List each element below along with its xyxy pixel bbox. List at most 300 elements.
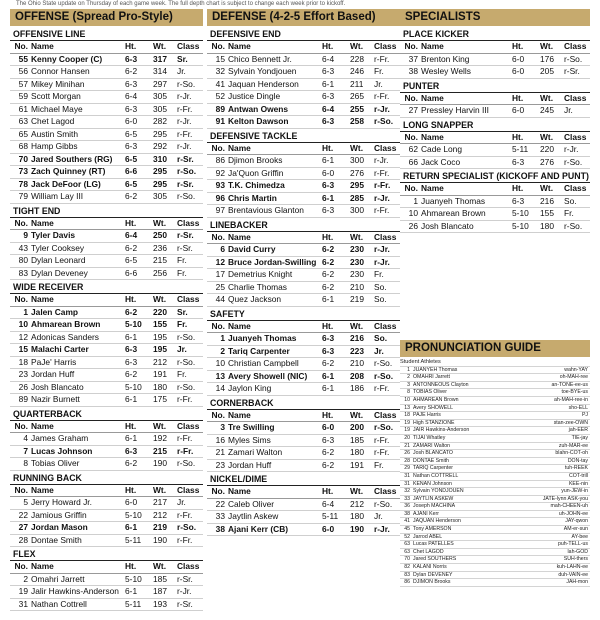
col-ht-label: Ht.: [322, 320, 334, 331]
col-name-label: Name: [31, 217, 54, 228]
pron-phonetic: ah-MAH-ree-in: [553, 396, 588, 403]
player-name: Avery Showell (NIC): [228, 370, 308, 381]
pron-number: 82: [404, 564, 410, 571]
player-height: 6-2: [322, 447, 335, 457]
offense-column: [10, 9, 203, 613]
player-name: Jared Southers (RG): [31, 153, 113, 164]
col-class-label: Class: [374, 409, 397, 420]
pronunciation-row: [400, 420, 590, 428]
player-name: Ajani Kerr (CB): [228, 523, 289, 534]
player-height: 6-3: [322, 91, 335, 101]
player-weight: 212: [153, 509, 167, 520]
section-offense-5: [10, 549, 203, 611]
player-weight: 219: [350, 294, 364, 304]
section-specialists-1: [400, 81, 590, 118]
player-height: 5-11: [125, 534, 142, 545]
player-height: 6-2: [322, 269, 335, 279]
col-name-label: Name: [228, 142, 251, 153]
player-class: r-Sr.: [177, 153, 194, 164]
player-class: r-Sr.: [177, 598, 193, 609]
pron-number: 31: [404, 480, 410, 487]
player-weight: 219: [153, 522, 167, 532]
player-class: r-Fr.: [177, 509, 193, 520]
player-number: 2: [220, 345, 225, 356]
player-number: 1: [413, 195, 418, 206]
player-row: [207, 294, 400, 307]
pronunciation-row: [400, 541, 590, 549]
player-height: 6-3: [322, 205, 335, 215]
pron-phonetic: COT-trill: [568, 472, 588, 479]
col-name-label: Name: [421, 92, 444, 103]
player-number: 23: [215, 459, 225, 470]
player-class: r-Jr.: [374, 256, 390, 267]
col-ht-label: Ht.: [512, 131, 524, 142]
pron-number: 19: [404, 427, 410, 434]
pron-name: JAYTLIN ASKEW: [413, 495, 454, 502]
player-class: Fr.: [564, 208, 574, 218]
player-number: 12: [215, 256, 225, 267]
player-number: 14: [215, 383, 225, 393]
pronunciation-row: [400, 503, 590, 511]
player-number: 19: [18, 586, 28, 596]
player-class: r-Fr.: [177, 394, 193, 404]
col-ht-label: Ht.: [322, 409, 334, 420]
player-number: 18: [18, 356, 28, 367]
player-row: [10, 332, 203, 345]
pron-phonetic: blahn-COT-oh: [555, 450, 588, 457]
player-name: Jerry Howard Jr.: [31, 497, 92, 507]
pronunciation-row: [400, 374, 590, 382]
player-height: 5-10: [125, 319, 142, 329]
section-title: DEFENSIVE TACKLE: [207, 131, 400, 143]
col-class-label: Class: [177, 561, 200, 571]
player-name: Bruce Jordan-Swilling: [228, 256, 317, 267]
player-name: James Graham: [31, 433, 89, 443]
player-name: Hamp Gibbs: [31, 141, 78, 151]
col-wt-label: Wt.: [153, 561, 167, 571]
col-ht-label: Ht.: [125, 420, 137, 431]
pron-name: High STANZIONE: [413, 419, 455, 426]
player-class: r-So.: [564, 220, 583, 231]
player-name: Chico Bennett Jr.: [228, 53, 292, 64]
player-row: [10, 129, 203, 142]
player-number: 12: [18, 331, 28, 342]
player-row: [10, 166, 203, 179]
player-height: 6-0: [125, 497, 138, 507]
player-row: [207, 499, 400, 512]
player-class: r-Fr.: [177, 128, 193, 139]
player-class: Jr.: [374, 511, 383, 521]
player-number: 28: [18, 534, 28, 545]
player-name: Ja'Quon Griffin: [228, 167, 284, 178]
player-height: 6-1: [125, 331, 138, 342]
player-name: Nazir Burnett: [31, 394, 80, 404]
player-class: Fr.: [374, 269, 384, 279]
section-title: NICKEL/DIME: [207, 474, 400, 486]
player-height: 6-1: [125, 522, 138, 532]
col-class-label: Class: [374, 320, 397, 331]
player-height: 6-2: [125, 242, 138, 253]
pron-phonetic: oh-MAH-ree: [559, 374, 588, 381]
col-name-label: Name: [228, 41, 251, 51]
player-class: r-Jr.: [374, 244, 390, 254]
player-row: [207, 524, 400, 537]
col-no-label: No.: [14, 561, 28, 571]
player-class: r-Jr.: [374, 103, 390, 114]
section-offense-0: [10, 29, 203, 204]
player-class: r-Fr.: [177, 433, 193, 443]
player-class: r-So.: [374, 370, 394, 381]
player-row: [207, 91, 400, 104]
player-row: [10, 230, 203, 243]
col-class-label: Class: [374, 142, 397, 153]
player-number: 2: [23, 573, 28, 584]
player-class: r-Jr.: [177, 91, 192, 101]
player-height: 6-2: [125, 66, 138, 76]
section-title: SAFETY: [207, 309, 400, 321]
player-height: 6-2: [322, 281, 335, 292]
player-class: r-Jr.: [374, 155, 389, 165]
player-name: Jaylon King: [228, 383, 272, 393]
pronunciation-row: [400, 572, 590, 580]
player-number: 55: [18, 53, 28, 64]
player-weight: 305: [153, 191, 167, 201]
player-weight: 192: [153, 433, 167, 443]
pron-phonetic: AY-bee: [571, 533, 588, 540]
player-number: 89: [18, 394, 28, 404]
player-weight: 215: [153, 445, 167, 456]
col-ht-label: Ht.: [125, 294, 137, 304]
player-row: [207, 346, 400, 359]
pron-number: 20: [404, 434, 410, 441]
player-class: r-So.: [177, 522, 197, 532]
player-row: [10, 382, 203, 395]
player-class: r-Fr.: [374, 383, 390, 393]
player-class: r-So.: [177, 331, 196, 342]
player-row: [10, 91, 203, 104]
player-weight: 317: [153, 53, 167, 64]
player-row: [10, 154, 203, 167]
col-ht-label: Ht.: [512, 183, 524, 193]
section-specialists-3: [400, 171, 590, 233]
col-class-label: Class: [177, 484, 200, 495]
player-weight: 256: [153, 267, 167, 278]
col-name-label: Name: [421, 41, 444, 51]
col-class-label: Class: [177, 41, 200, 51]
col-name-label: Name: [31, 561, 54, 571]
player-number: 80: [18, 255, 28, 265]
player-height: 6-1: [322, 370, 335, 381]
col-wt-label: Wt.: [540, 131, 554, 142]
pron-name: Jarrod ABEL: [413, 533, 443, 540]
col-name-label: Name: [228, 486, 251, 496]
player-height: 6-3: [322, 333, 335, 343]
col-wt-label: Wt.: [540, 92, 554, 103]
col-wt-label: Wt.: [350, 41, 364, 51]
player-class: Sr.: [177, 53, 188, 64]
col-wt-label: Wt.: [153, 294, 167, 304]
pron-number: 38: [404, 510, 410, 517]
player-height: 6-1: [322, 294, 335, 304]
player-class: Jr.: [177, 497, 186, 507]
player-number: 83: [18, 267, 28, 278]
pronunciation-row: [400, 481, 590, 489]
player-class: r-Jr.: [177, 141, 192, 151]
player-number: 1: [220, 333, 225, 343]
player-number: 79: [18, 191, 28, 201]
col-wt-label: Wt.: [153, 217, 167, 228]
player-row: [400, 105, 590, 118]
player-class: So.: [374, 294, 387, 304]
pron-number: 70: [404, 556, 410, 563]
player-height: 5-11: [322, 511, 339, 521]
player-height: 6-0: [125, 116, 138, 126]
player-weight: 276: [350, 167, 364, 178]
player-weight: 300: [350, 155, 364, 165]
player-class: Fr.: [374, 459, 384, 470]
section-title: PLACE KICKER: [400, 29, 590, 41]
pron-name: Lucas PATELLES: [413, 541, 454, 548]
pron-name: Nathan COTTRELL: [413, 472, 459, 479]
pronunciation-row: [400, 443, 590, 451]
player-row: [207, 155, 400, 168]
col-name-label: Name: [31, 484, 54, 495]
player-row: [207, 79, 400, 92]
pronunciation-row: [400, 465, 590, 473]
player-class: r-Sr.: [177, 242, 193, 253]
pronunciation-row: [400, 412, 590, 420]
player-weight: 305: [153, 103, 167, 114]
pron-phonetic: stan-zee-OWN: [553, 419, 588, 426]
pron-name: Tony AMERSON: [413, 526, 452, 533]
player-name: Pressley Harvin III: [421, 105, 489, 115]
player-name: William Lay III: [31, 191, 84, 201]
player-class: r-Fr.: [374, 53, 390, 64]
player-weight: 195: [153, 344, 167, 354]
player-class: r-Jr.: [374, 523, 390, 534]
player-row: [10, 179, 203, 192]
pron-number: 52: [404, 533, 410, 540]
player-row: [207, 358, 400, 371]
player-row: [207, 422, 400, 435]
section-title: WIDE RECEIVER: [10, 282, 203, 294]
player-name: Tyler Davis: [31, 230, 76, 240]
player-row: [207, 116, 400, 129]
player-name: Jaquan Henderson: [228, 78, 299, 89]
column-header-row: [400, 132, 590, 145]
player-number: 16: [215, 434, 225, 445]
pron-phonetic: yun-JEW-in: [561, 488, 588, 495]
player-height: 6-3: [322, 66, 335, 76]
player-height: 6-3: [322, 180, 335, 190]
player-row: [10, 54, 203, 67]
player-height: 6-1: [322, 192, 335, 203]
pron-number: 32: [404, 488, 410, 495]
col-ht-label: Ht.: [512, 92, 524, 103]
player-name: Caleb Oliver: [228, 498, 275, 509]
player-height: 6-6: [125, 166, 138, 176]
col-name-label: Name: [421, 183, 444, 193]
player-class: r-So.: [374, 116, 394, 126]
player-number: 4: [23, 433, 28, 443]
col-no-label: No.: [14, 420, 28, 431]
player-class: Jr.: [177, 66, 186, 76]
col-class-label: Class: [374, 486, 397, 496]
col-ht-label: Ht.: [125, 217, 137, 228]
column-header-row: [10, 485, 203, 498]
player-height: 6-2: [125, 306, 138, 317]
player-number: 86: [215, 155, 225, 165]
col-name-label: Name: [31, 41, 54, 51]
col-class-label: Class: [177, 420, 200, 431]
pronunciation-row: [400, 556, 590, 564]
player-height: 6-2: [322, 358, 335, 368]
col-no-label: No.: [14, 294, 28, 304]
player-weight: 186: [350, 383, 364, 393]
player-name: Connor Hansen: [31, 66, 90, 76]
column-header-row: [400, 41, 590, 54]
pron-name: ZAMARI Walton: [413, 442, 450, 449]
column-header-row: [400, 93, 590, 106]
player-height: 6-2: [125, 369, 138, 379]
section-defense-4: [207, 398, 400, 473]
pron-name: Avery SHOWELL: [413, 404, 453, 411]
player-name: Jack Coco: [421, 156, 461, 167]
player-name: Malachi Carter: [31, 344, 89, 354]
col-no-label: No.: [211, 41, 225, 51]
player-class: r-So.: [177, 356, 196, 367]
player-class: r-So.: [177, 191, 196, 201]
player-class: Jr.: [374, 345, 384, 356]
pron-name: Chet LAGOD: [413, 548, 444, 555]
player-height: 6-1: [322, 155, 335, 165]
player-row: [400, 157, 590, 170]
player-name: Austin Smith: [31, 128, 79, 139]
player-number: 32: [215, 66, 225, 76]
player-weight: 176: [540, 53, 554, 64]
player-number: 96: [215, 192, 225, 203]
pron-number: 2: [407, 374, 410, 381]
player-class: r-Jr.: [177, 586, 192, 596]
player-name: Jalen Camp: [31, 306, 79, 317]
col-no-label: No.: [404, 183, 418, 193]
player-name: Kelton Dawson: [228, 116, 289, 126]
player-number: 3: [220, 422, 225, 432]
player-name: Michael Maye: [31, 103, 83, 114]
pron-phonetic: JAH-mon: [566, 579, 588, 586]
col-name-label: Name: [228, 320, 251, 331]
section-offense-2: [10, 282, 203, 407]
player-class: r-Fr.: [374, 447, 390, 457]
pronunciation-row: [400, 405, 590, 413]
pron-number: 10: [404, 396, 410, 403]
pron-name: JAQUAN Henderson: [413, 518, 461, 525]
section-title: LONG SNAPPER: [400, 120, 590, 132]
player-weight: 220: [153, 306, 167, 317]
player-number: 27: [408, 105, 418, 115]
pron-number: 45: [404, 526, 410, 533]
player-weight: 187: [153, 586, 167, 596]
section-title: RUNNING BACK: [10, 473, 203, 485]
col-wt-label: Wt.: [350, 409, 364, 420]
player-name: Adonicas Sanders: [31, 331, 99, 342]
player-row: [10, 394, 203, 407]
pron-number: 8: [407, 389, 410, 396]
player-weight: 236: [153, 242, 167, 253]
player-name: Jordan Huff: [228, 459, 272, 470]
player-number: 17: [215, 269, 225, 279]
player-name: Juanyeh Thomas: [228, 333, 297, 343]
column-header-row: [207, 410, 400, 423]
player-height: 6-5: [125, 153, 138, 164]
player-weight: 314: [153, 66, 167, 76]
pron-number: 26: [404, 450, 410, 457]
player-number: 27: [18, 522, 28, 532]
pronunciation-row: [400, 382, 590, 390]
player-height: 5-10: [125, 509, 142, 520]
player-height: 5-10: [512, 208, 529, 218]
col-wt-label: Wt.: [350, 142, 364, 153]
player-class: Fr.: [177, 267, 187, 278]
player-weight: 282: [153, 116, 167, 126]
player-weight: 305: [153, 91, 167, 101]
player-weight: 220: [540, 144, 554, 154]
player-row: [10, 446, 203, 459]
player-row: [10, 66, 203, 79]
player-number: 56: [18, 66, 28, 76]
player-row: [207, 511, 400, 524]
player-row: [10, 535, 203, 548]
player-weight: 297: [153, 78, 167, 89]
player-name: Demetrius Knight: [228, 269, 293, 279]
player-height: 6-2: [322, 459, 335, 470]
player-class: Jr.: [177, 344, 187, 354]
section-title: LINEBACKER: [207, 220, 400, 232]
player-name: Kenny Cooper (C): [31, 53, 103, 64]
player-weight: 193: [153, 598, 167, 609]
pron-name: ANTONNEOUS Clayton: [413, 381, 469, 388]
player-number: 23: [18, 369, 28, 379]
player-weight: 230: [350, 269, 364, 279]
pron-phonetic: uh-JOHN-ee: [558, 510, 588, 517]
player-number: 52: [215, 91, 225, 101]
player-class: r-Jr.: [564, 144, 579, 154]
player-row: [207, 269, 400, 282]
player-name: Mikey Minihan: [31, 78, 85, 89]
player-weight: 155: [540, 208, 554, 218]
col-wt-label: Wt.: [350, 231, 364, 242]
pronunciation-row: [400, 518, 590, 526]
player-name: Jordan Huff: [31, 369, 75, 379]
pron-name: KENAN Johnson: [413, 480, 452, 487]
player-weight: 191: [350, 459, 364, 470]
player-weight: 276: [540, 156, 554, 167]
player-height: 6-0: [322, 167, 335, 178]
player-weight: 191: [153, 369, 167, 379]
player-weight: 228: [350, 53, 364, 64]
player-weight: 205: [540, 66, 554, 76]
player-row: [400, 196, 590, 209]
player-class: r-So.: [177, 381, 196, 392]
pronunciation-guide: [400, 340, 590, 587]
pronunciation-subheader: Student Athletes: [400, 359, 590, 367]
col-class-label: Class: [177, 217, 200, 228]
pron-phonetic: duh-VAIN-ee: [558, 571, 588, 578]
player-class: r-So.: [177, 458, 196, 468]
pronunciation-header: PRONUNCIATION GUIDE: [400, 340, 590, 357]
pronunciation-row: [400, 450, 590, 458]
pron-phonetic: JATE-lynn ASK-you: [542, 495, 588, 502]
